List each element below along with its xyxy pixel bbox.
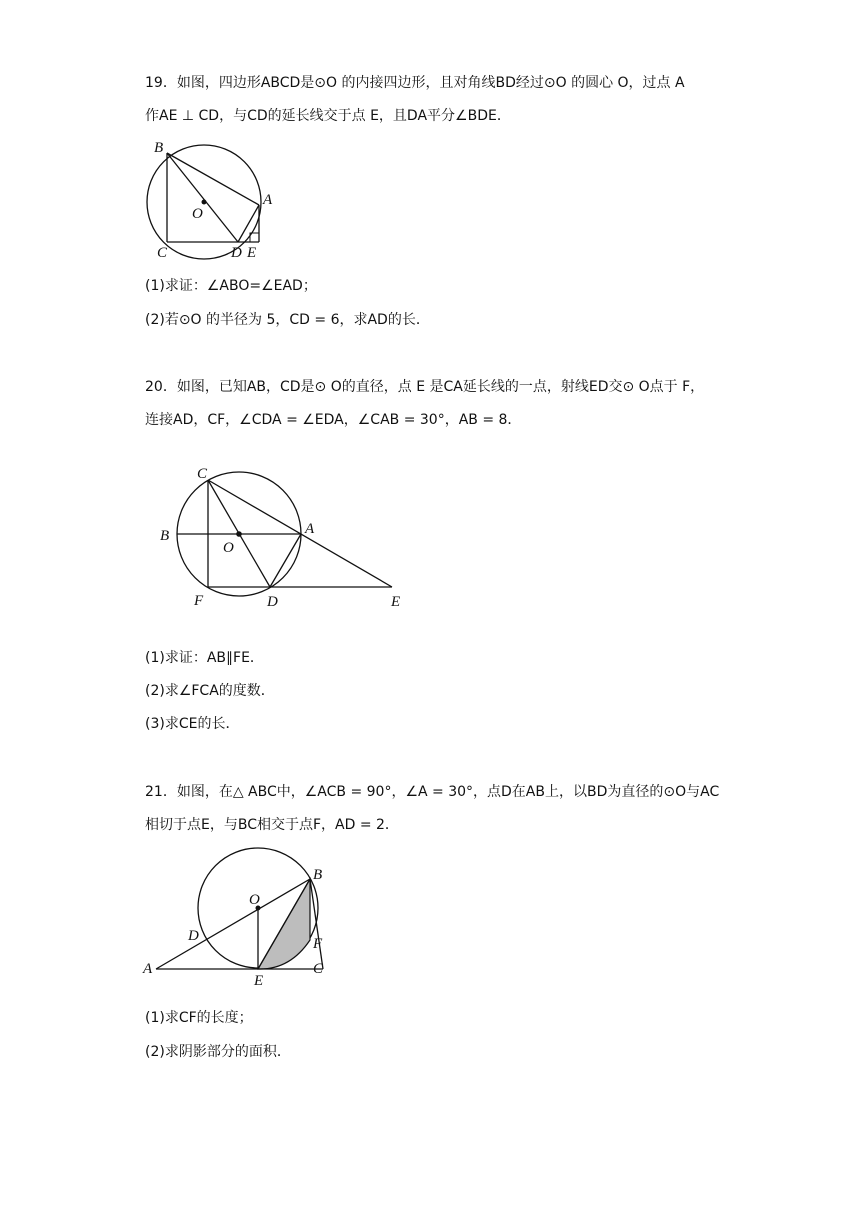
q19-sub1: (1)求证：∠ABO=∠EAD；	[145, 278, 317, 294]
q20-label-f: F	[194, 593, 204, 609]
q20-center-dot	[236, 531, 242, 537]
q20-sub3: (3)求CE的长．	[145, 716, 240, 732]
q21-sub1: (1)求CF的长度；	[145, 1010, 253, 1026]
q19-label-o: O	[192, 206, 203, 222]
q19-sub2: (2)若⊙O 的半径为 5，CD = 6，求AD的长．	[145, 312, 430, 328]
q21-label-c: C	[313, 961, 324, 977]
q20-label-c: C	[197, 466, 208, 482]
q20-sub1: (1)求证：AB∥FE．	[145, 650, 264, 666]
q21-label-f: F	[313, 936, 323, 952]
q20-label-o: O	[223, 540, 234, 556]
q21-label-d: D	[188, 928, 199, 944]
q19-segment-ba	[167, 153, 259, 205]
q20-sub2: (2)求∠FCA的度数．	[145, 683, 275, 699]
q21-figure	[140, 845, 340, 990]
q19-center-dot	[202, 200, 207, 205]
q20-label-b: B	[160, 528, 170, 544]
q19-label-c: C	[157, 245, 168, 261]
q21-sub2: (2)求阴影部分的面积．	[145, 1044, 291, 1060]
q20-label-d: D	[267, 594, 278, 610]
q19-label-b: B	[154, 140, 164, 156]
q21-label-e: E	[254, 973, 264, 989]
q20-figure	[150, 460, 420, 615]
q21-label-o: O	[249, 892, 260, 908]
q19-segment-da	[238, 205, 259, 242]
q20-label-a: A	[305, 521, 315, 537]
q19-label-e: E	[247, 245, 257, 261]
q20-segment-ad	[270, 534, 301, 587]
q20-line2: 连接AD，CF，∠CDA = ∠EDA，∠CAB = 30°，AB = 8．	[145, 412, 522, 428]
q19-label-d: D	[231, 245, 242, 261]
q19-segment-bd	[167, 153, 238, 242]
q20-label-e: E	[391, 594, 401, 610]
q21-line1: 21．如图，在△ ABC中，∠ACB = 90°，∠A = 30°，点D在AB上，以BD为直径的⊙O与AC	[145, 784, 720, 800]
q20-line1: 20．如图，已知AB，CD是⊙ O的直径，点 E 是CA延长线的一点，射线ED交⊙ O点于 F，	[145, 379, 705, 395]
q21-line2: 相切于点E，与BC相交于点F，AD = 2．	[145, 817, 399, 833]
q19-figure	[140, 136, 280, 264]
q19-line1: 19．如图，四边形ABCD是⊙O 的内接四边形，且对角线BD经过⊙O 的圆心 O，过点 A	[145, 75, 685, 91]
q19-line2: 作AE ⊥ CD，与CD的延长线交于点 E，且DA平分∠BDE．	[145, 108, 511, 124]
q21-label-a: A	[143, 961, 153, 977]
q21-label-b: B	[313, 867, 323, 883]
q19-label-a: A	[263, 192, 273, 208]
